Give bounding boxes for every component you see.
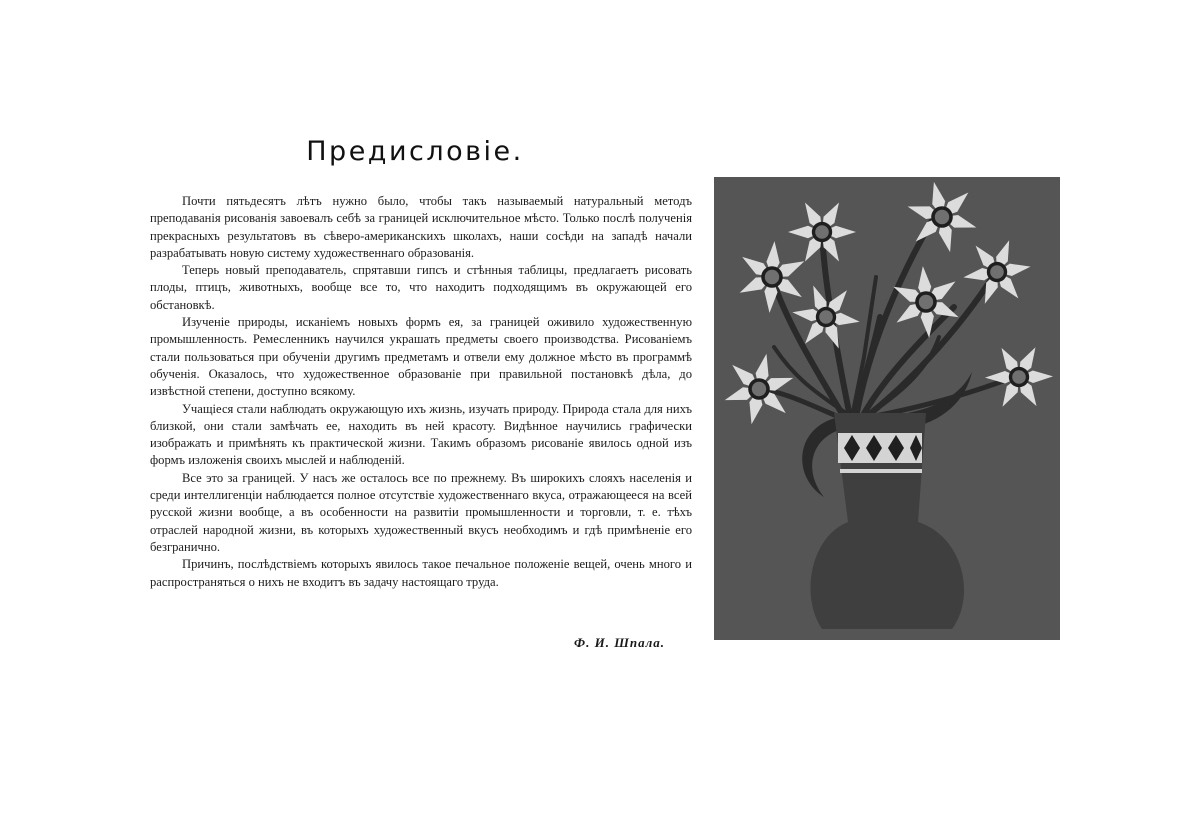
flower-center: [935, 210, 949, 224]
paragraph-4: Учащіеся стали наблюдать окружающую ихъ жизнь, изучать природу. Природа стала для нихъ близкой, они стали замѣчать ее, находить въ ней красоту. Видѣнное научились графически изображать и примѣнять къ практической жизни. Такимъ образомъ рисованіе явилось одной изъ формъ изложенія своихъ мыслей и наблюденій.: [150, 401, 692, 468]
vase-with-flowers-illustration: [714, 177, 1060, 640]
flower-center: [819, 310, 833, 324]
paragraph-6: Причинъ, послѣдствіемъ которыхъ явилось такое печальное положеніе вещей, очень много и распространяться о нихъ не входитъ въ задачу настоящаго труда.: [150, 557, 692, 589]
vase-stripe: [840, 469, 922, 473]
flower-center: [1012, 370, 1026, 384]
illustration-svg: [714, 177, 1060, 640]
paragraph-3: Изученіе природы, исканіемъ новыхъ формъ ея, за границей оживило художественную промышленность. Ремесленникъ научился украшать предметы своего производства. Рисованіемъ стали пользоваться при обученіи другимъ предметамъ и отвели ему должное мѣсто въ программѣ обученія. Оказалось, что художественное образованіе при правильной постановкѣ дѣла, до извѣстной степени, доступно всякому.: [150, 315, 692, 399]
author-signature: Ф. И. Шпала.: [574, 635, 665, 650]
paragraph-2: Теперь новый преподаватель, спрятавши гипсъ и стѣнныя таблицы, предлагаетъ рисовать плоды, птицъ, животныхъ, вообще все то, что находитъ подходящимъ въ окружающей его обстановкѣ.: [150, 263, 692, 312]
paragraph-1: Почти пятьдесятъ лѣтъ нужно было, чтобы такъ называемый натуральный методъ преподаванія рисованія завоевалъ себѣ за границей исключительное мѣсто. Только послѣ полученія прекрасныхъ результатовъ въ сѣверо-американскихъ школахъ, наши сосѣди на западѣ начали разрабатывать новую систему художественнаго образованія.: [150, 194, 692, 260]
flower-center: [919, 295, 933, 309]
flower-center: [752, 382, 766, 396]
preface-text: [150, 193, 692, 591]
flower-center: [990, 265, 1004, 279]
flower-center: [765, 270, 779, 284]
flower-center: [815, 225, 829, 239]
page-title: Предисловіе.: [306, 136, 524, 167]
paragraph-5: Все это за границей. У насъ же осталось все по прежнему. Въ широкихъ слояхъ населенія и среди интеллигенціи наблюдается полное отсутствіе художественнаго вкуса, отражающееся на всей русской жизни вообще, а въ особенности на развитіи промышленности и торговли, т. е. тѣхъ отраслей народной жизни, въ которыхъ художественный вкусъ необходимъ и гдѣ примѣненіе его безгранично.: [150, 470, 692, 554]
